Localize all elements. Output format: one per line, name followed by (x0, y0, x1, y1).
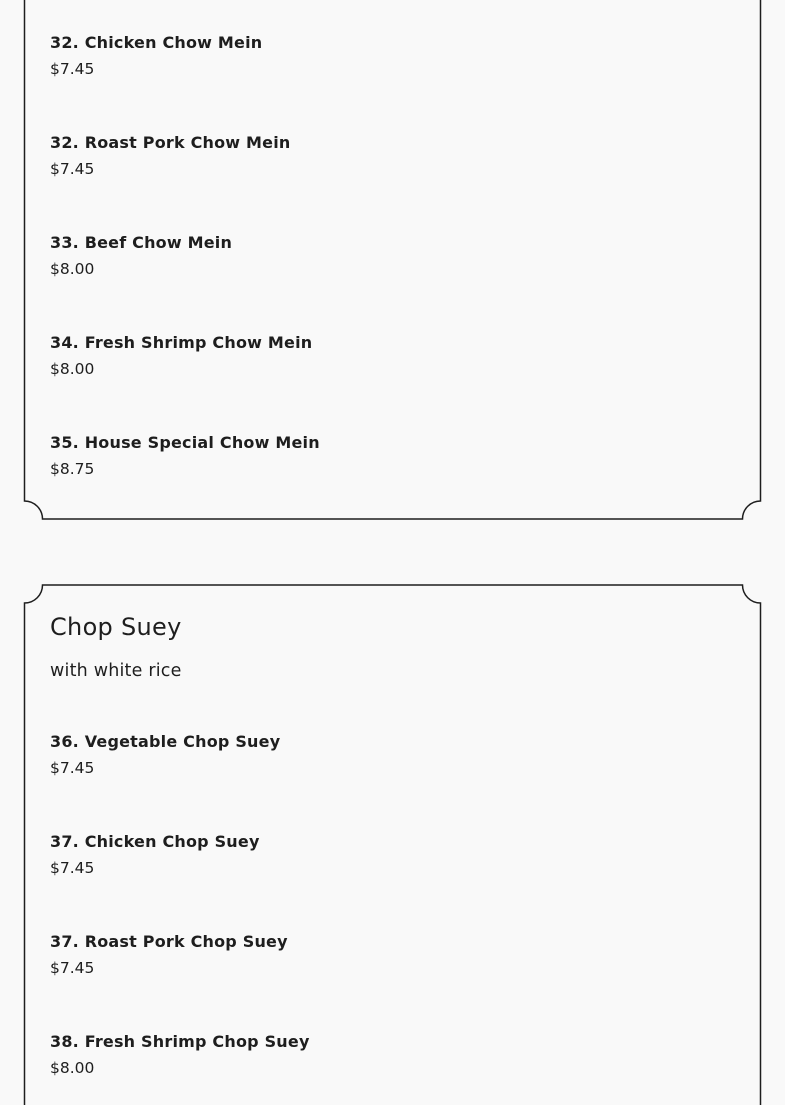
menu-item-price: $8.00 (50, 260, 95, 278)
menu-section-chop-suey (24, 584, 761, 1105)
menu-item (50, 333, 730, 379)
menu-item (50, 732, 730, 778)
menu-item-price: $7.45 (50, 759, 95, 777)
menu-item-price: $8.75 (50, 460, 95, 478)
menu-item-price: $7.45 (50, 859, 95, 877)
menu-item (50, 832, 730, 878)
menu-item-name: 38. Fresh Shrimp Chop Suey (50, 1032, 310, 1051)
menu-item-name: 32. Chicken Chow Mein (50, 33, 263, 52)
menu-item-name: 37. Roast Pork Chop Suey (50, 932, 288, 951)
menu-item-price: $8.00 (50, 360, 95, 378)
menu-section-chow-mein (24, 0, 761, 520)
section-title: Chop Suey (50, 613, 182, 641)
menu-item-name: 32. Roast Pork Chow Mein (50, 133, 291, 152)
menu-item (50, 133, 730, 179)
menu-item (50, 233, 730, 279)
menu-item-name: 36. Vegetable Chop Suey (50, 732, 281, 751)
section-subtitle: with white rice (50, 661, 182, 681)
menu-item (50, 33, 730, 79)
menu-item (50, 932, 730, 978)
menu-item-name: 33. Beef Chow Mein (50, 233, 233, 252)
menu-item-name: 35. House Special Chow Mein (50, 433, 320, 452)
menu-item-name: 37. Chicken Chop Suey (50, 832, 260, 851)
menu-item-name: 34. Fresh Shrimp Chow Mein (50, 333, 313, 352)
menu-item-price: $7.45 (50, 160, 95, 178)
menu-item (50, 1032, 730, 1078)
menu-item-price: $7.45 (50, 959, 95, 977)
menu-item-price: $8.00 (50, 1059, 95, 1077)
menu-item (50, 433, 730, 479)
menu-item-price: $7.45 (50, 60, 95, 78)
